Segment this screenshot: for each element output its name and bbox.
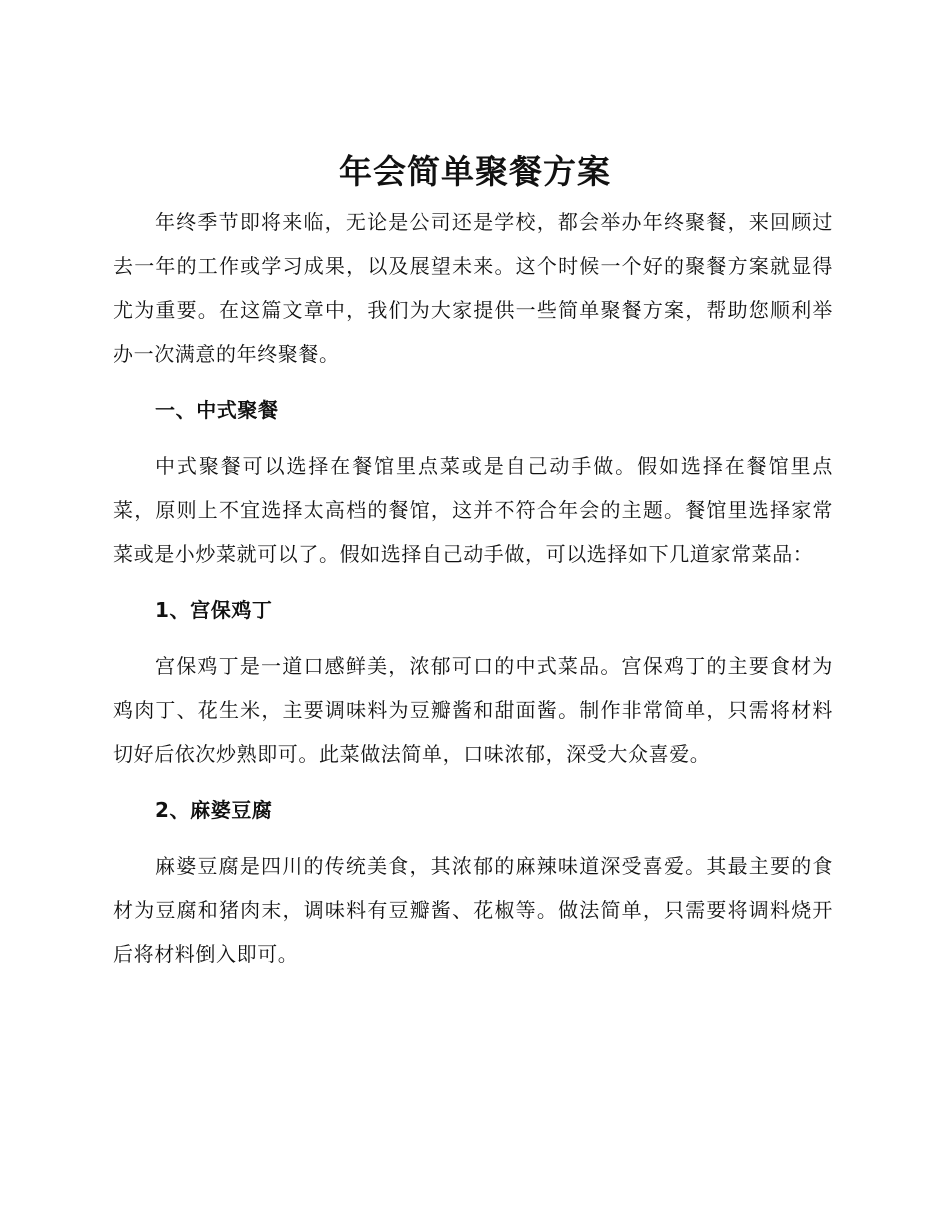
document-body	[113, 200, 833, 976]
document-title: 年会简单聚餐方案	[339, 152, 611, 191]
dish-paragraph-kung-pao-chicken: 宫保鸡丁是一道口感鲜美，浓郁可口的中式菜品。宫保鸡丁的主要食材为鸡肉丁、花生米，主要调味料为豆瓣酱和甜面酱。制作非常简单，只需将材料切好后依次炒熟即可。此菜做法简单，口味浓郁，深受大众喜爱。	[113, 654, 833, 766]
dish-heading-mapo-tofu: 2、麻婆豆腐	[155, 798, 273, 822]
spacer	[113, 776, 833, 788]
spacer	[113, 576, 833, 588]
spacer	[113, 632, 833, 644]
spacer	[113, 432, 833, 444]
spacer	[113, 832, 833, 844]
section-heading-chinese-meal: 一、中式聚餐	[155, 398, 279, 422]
spacer	[113, 376, 833, 388]
dish-paragraph-mapo-tofu: 麻婆豆腐是四川的传统美食，其浓郁的麻辣味道深受喜爱。其最主要的食材为豆腐和猪肉末，调味料有豆瓣酱、花椒等。做法简单，只需要将调料烧开后将材料倒入即可。	[113, 854, 833, 966]
dish-heading-kung-pao-chicken: 1、宫保鸡丁	[155, 598, 273, 622]
intro-paragraph: 年终季节即将来临，无论是公司还是学校，都会举办年终聚餐，来回顾过去一年的工作或学习成果，以及展望未来。这个时候一个好的聚餐方案就显得尤为重要。在这篇文章中，我们为大家提供一些简单聚餐方案，帮助您顺利举办一次满意的年终聚餐。	[113, 210, 833, 366]
section-paragraph-chinese-meal: 中式聚餐可以选择在餐馆里点菜或是自己动手做。假如选择在餐馆里点菜，原则上不宜选择太高档的餐馆，这并不符合年会的主题。餐馆里选择家常菜或是小炒菜就可以了。假如选择自己动手做，可以选择如下几道家常菜品：	[113, 454, 833, 566]
